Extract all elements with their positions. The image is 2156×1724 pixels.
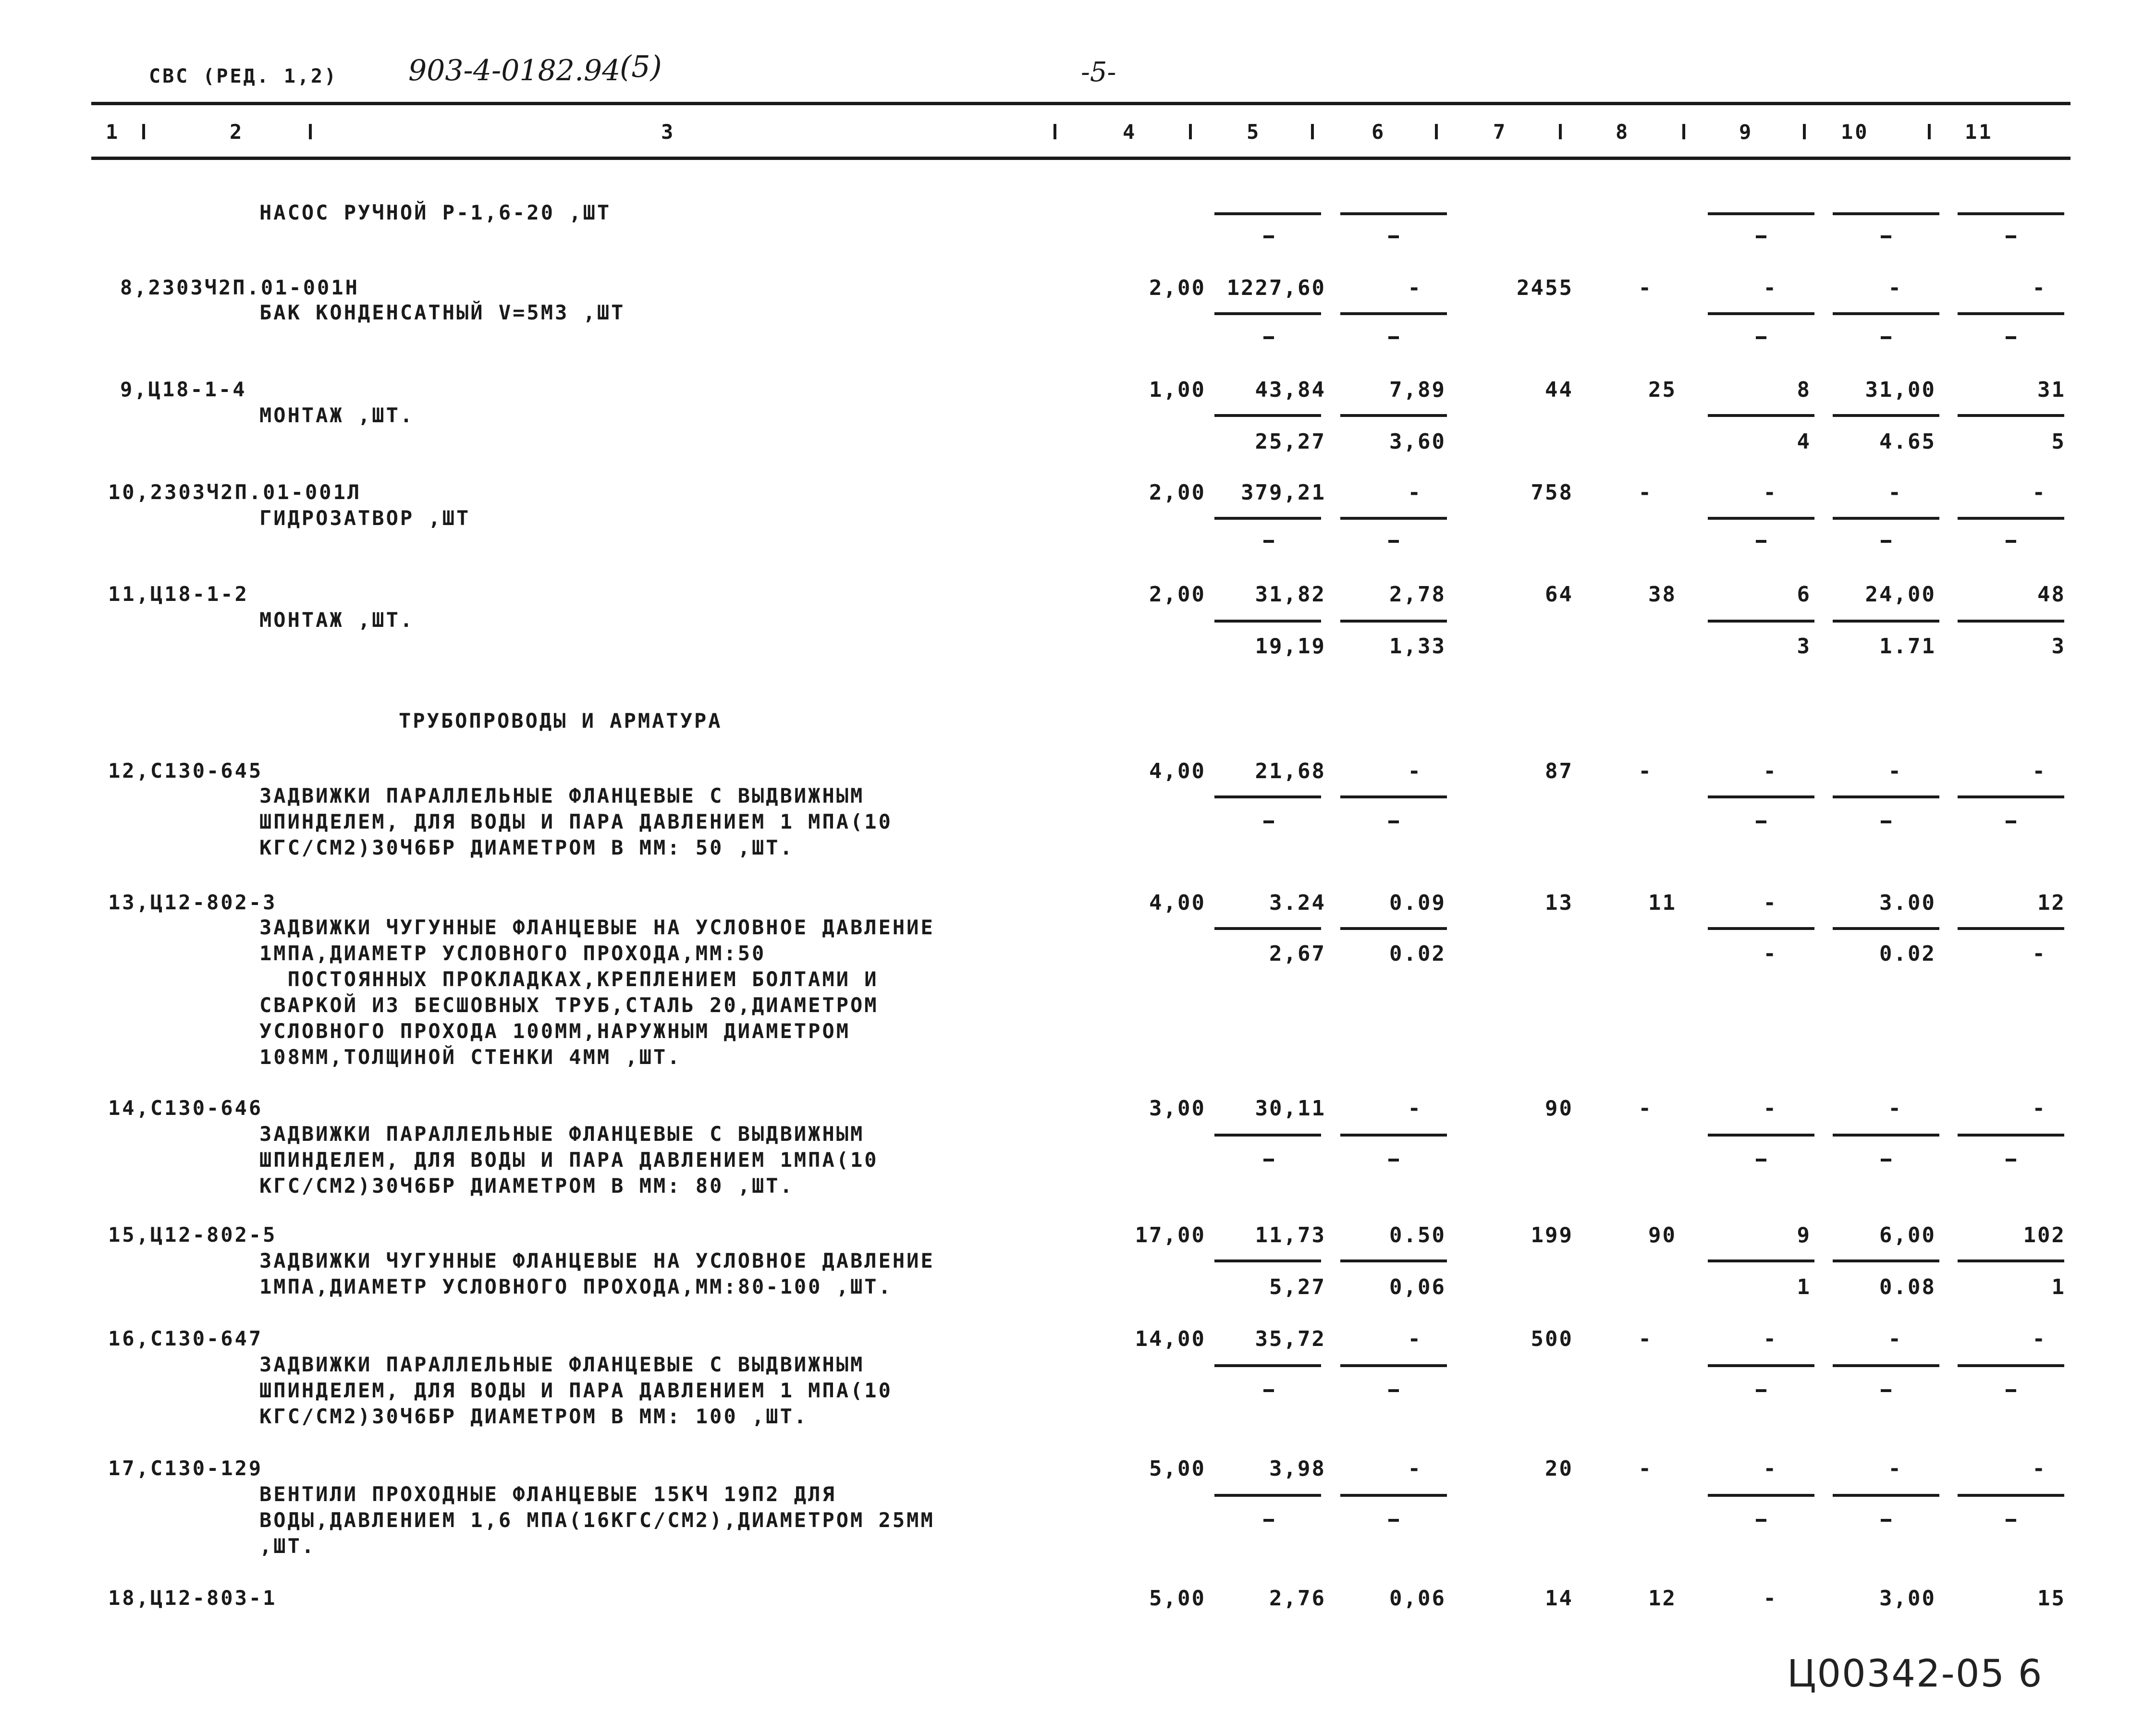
- cell-col8: 38: [1648, 582, 1677, 607]
- cell-col11: -: [2032, 276, 2046, 300]
- cell-col6: 0,06: [1389, 1586, 1446, 1611]
- col-separator: [1803, 124, 1806, 139]
- col-separator: [1054, 124, 1056, 139]
- cell-quantity: 4,00: [1149, 891, 1206, 915]
- row-description: МОНТАЖ ,ШТ.: [259, 608, 415, 632]
- cell-col7: 90: [1545, 1096, 1573, 1121]
- row-description-line: КГС/СМ2)30Ч6БР ДИАМЕТРОМ В ММ: 80 ,ШТ.: [259, 1174, 794, 1198]
- row-description-line: ЗАДВИЖКИ ПАРАЛЛЕЛЬНЫЕ ФЛАНЦЕВЫЕ С ВЫДВИЖНЫМ: [259, 1353, 865, 1376]
- fraction-line: [1340, 795, 1447, 798]
- fraction-line: [1708, 1259, 1814, 1262]
- col-separator: [1189, 124, 1192, 139]
- cell-col5: 11,73: [1255, 1223, 1326, 1247]
- fraction-line: [1958, 927, 2064, 930]
- row-description-line: ЗАДВИЖКИ ПАРАЛЛЕЛЬНЫЕ ФЛАНЦЕВЫЕ С ВЫДВИЖНЫМ: [259, 1122, 865, 1146]
- cell-col5: 2,76: [1269, 1586, 1326, 1611]
- cell-col8: -: [1638, 276, 1653, 300]
- col-separator: [309, 124, 312, 139]
- fraction-line: [1833, 795, 1939, 798]
- cell-col5: 379,21: [1241, 480, 1326, 505]
- fraction-line: [1214, 414, 1321, 417]
- fraction-line: [1833, 414, 1939, 417]
- row-code: 16,С130-647: [108, 1327, 263, 1350]
- cell-quantity: 14,00: [1135, 1327, 1206, 1351]
- document-part: (5): [620, 49, 662, 84]
- empty-dash: [1388, 1519, 1399, 1522]
- fraction-line: [1833, 1259, 1939, 1262]
- fraction-line: [1833, 212, 1939, 215]
- cell-col7: 2455: [1517, 276, 1573, 300]
- empty-dash: [2006, 1389, 2016, 1392]
- cell-col10-lower: 0.02: [1879, 941, 1936, 966]
- row-description-line: КГС/СМ2)30Ч6БР ДИАМЕТРОМ В ММ: 100 ,ШТ.: [259, 1405, 808, 1428]
- empty-dash: [2006, 336, 2016, 339]
- row-description-line: ШПИНДЕЛЕМ, ДЛЯ ВОДЫ И ПАРА ДАВЛЕНИЕМ 1 МПА(10: [259, 810, 893, 833]
- cell-col8: -: [1638, 1096, 1653, 1121]
- fraction-line: [1340, 212, 1447, 215]
- fraction-line: [1214, 795, 1321, 798]
- fraction-line: [1833, 927, 1939, 930]
- fraction-line: [1340, 1494, 1447, 1497]
- cell-col5: 1227,60: [1226, 276, 1326, 300]
- empty-dash: [1263, 235, 1274, 238]
- row-code: 12,С130-645: [108, 759, 263, 783]
- row-description-line: ЗАДВИЖКИ ЧУГУННЫЕ ФЛАНЦЕВЫЕ НА УСЛОВНОЕ ДАВЛЕНИЕ: [259, 916, 935, 939]
- cell-col10: 6,00: [1879, 1223, 1936, 1247]
- cell-col6-lower: 1,33: [1389, 634, 1446, 659]
- col-header-11: 11: [1965, 120, 1993, 144]
- cell-col5-lower: 19,19: [1255, 634, 1326, 659]
- cell-col5: 35,72: [1255, 1327, 1326, 1351]
- cell-col10: -: [1888, 1456, 1902, 1481]
- fraction-line: [1958, 1364, 2064, 1367]
- header-bottom-rule: [91, 157, 2070, 160]
- fraction-line: [1958, 795, 2064, 798]
- cell-col6: -: [1408, 1456, 1422, 1481]
- cell-col9-lower: 4: [1797, 429, 1811, 454]
- col-header-8: 8: [1616, 120, 1630, 144]
- archive-stamp: Ц00342-05 6: [1787, 1652, 2043, 1696]
- col-separator: [1928, 124, 1931, 139]
- empty-dash: [1881, 1519, 1891, 1522]
- empty-dash: [1388, 1159, 1399, 1162]
- row-description: БАК КОНДЕНСАТНЫЙ V=5М3 ,ШТ: [259, 301, 625, 324]
- fraction-line: [1340, 414, 1447, 417]
- cell-col10-lower: 1.71: [1879, 634, 1936, 659]
- section-title: ТРУБОПРОВОДЫ И АРМАТУРА: [399, 709, 723, 733]
- cell-col10: -: [1888, 276, 1902, 300]
- cell-quantity: 4,00: [1149, 759, 1206, 783]
- empty-dash: [1881, 1389, 1891, 1392]
- row-description-line: КГС/СМ2)30Ч6БР ДИАМЕТРОМ В ММ: 50 ,ШТ.: [259, 836, 794, 859]
- cell-col6: 2,78: [1389, 582, 1446, 607]
- row-code: 17,С130-129: [108, 1456, 263, 1480]
- fraction-line: [1214, 620, 1321, 623]
- empty-dash: [1263, 820, 1274, 823]
- cell-col8: 25: [1648, 378, 1677, 402]
- cell-col6: -: [1408, 1096, 1422, 1121]
- fraction-line: [1708, 795, 1814, 798]
- col-header-4: 4: [1123, 120, 1137, 144]
- fraction-line: [1214, 1134, 1321, 1137]
- cell-col5: 21,68: [1255, 759, 1326, 783]
- cell-col6: 0.09: [1389, 891, 1446, 915]
- row-description-line: СВАРКОЙ ИЗ БЕСШОВНЫХ ТРУБ,СТАЛЬ 20,ДИАМЕТРОМ: [259, 993, 879, 1017]
- cell-col7: 13: [1545, 891, 1573, 915]
- cell-col6-lower: 0.02: [1389, 941, 1446, 966]
- row-code: 13,Ц12-802-3: [108, 891, 277, 914]
- cell-col9: -: [1763, 759, 1777, 783]
- row-code: 18,Ц12-803-1: [108, 1586, 277, 1610]
- row-description-line: ВОДЫ,ДАВЛЕНИЕМ 1,6 МПА(16КГС/СМ2),ДИАМЕТРОМ 25ММ: [259, 1508, 935, 1532]
- cell-col5-lower: 25,27: [1255, 429, 1326, 454]
- col-header-2: 2: [230, 120, 244, 144]
- empty-dash: [1388, 235, 1399, 238]
- cell-col9: -: [1763, 276, 1777, 300]
- row-code: 8,2303Ч2П.01-001Н: [120, 276, 359, 299]
- empty-dash: [1263, 1519, 1274, 1522]
- cell-col10: 3.00: [1879, 891, 1936, 915]
- row-description-line: УСЛОВНОГО ПРОХОДА 100ММ,НАРУЖНЫМ ДИАМЕТРОМ: [259, 1019, 851, 1043]
- cell-col9: -: [1763, 1586, 1777, 1611]
- empty-dash: [1756, 1159, 1766, 1162]
- fraction-line: [1958, 517, 2064, 520]
- fraction-line: [1214, 1494, 1321, 1497]
- page-number: -5-: [1081, 57, 1116, 88]
- cell-col9-lower: 3: [1797, 634, 1811, 659]
- cell-quantity: 1,00: [1149, 378, 1206, 402]
- fraction-line: [1340, 1134, 1447, 1137]
- cell-col8: -: [1638, 1327, 1653, 1351]
- empty-dash: [1263, 540, 1274, 543]
- cell-col10: -: [1888, 759, 1902, 783]
- fraction-line: [1708, 620, 1814, 623]
- fraction-line: [1833, 312, 1939, 315]
- fraction-line: [1340, 312, 1447, 315]
- cell-col8: 11: [1648, 891, 1677, 915]
- fraction-line: [1958, 212, 2064, 215]
- row-code: 9,Ц18-1-4: [120, 378, 247, 401]
- fraction-line: [1214, 212, 1321, 215]
- cell-col8: 90: [1648, 1223, 1677, 1247]
- col-header-1: 1: [106, 120, 120, 144]
- col-separator: [142, 124, 145, 139]
- cell-col5: 43,84: [1255, 378, 1326, 402]
- empty-dash: [1881, 235, 1891, 238]
- cell-col7: 500: [1531, 1327, 1573, 1351]
- empty-dash: [2006, 540, 2016, 543]
- cell-col8: 12: [1648, 1586, 1677, 1611]
- cell-col6: -: [1408, 276, 1422, 300]
- cell-col9: -: [1763, 1096, 1777, 1121]
- cell-col7: 44: [1545, 378, 1573, 402]
- empty-dash: [1388, 540, 1399, 543]
- fraction-line: [1214, 1364, 1321, 1367]
- cell-col7: 14: [1545, 1586, 1573, 1611]
- cell-col11-lower: 3: [2051, 634, 2066, 659]
- fraction-line: [1833, 620, 1939, 623]
- cell-col9-lower: -: [1763, 941, 1777, 966]
- cell-col10: 3,00: [1879, 1586, 1936, 1611]
- fraction-line: [1214, 1259, 1321, 1262]
- cell-col9-lower: 1: [1797, 1275, 1811, 1299]
- cell-col9: 9: [1797, 1223, 1811, 1247]
- fraction-line: [1340, 517, 1447, 520]
- fraction-line: [1958, 1134, 2064, 1137]
- empty-dash: [1263, 1159, 1274, 1162]
- cell-col9: -: [1763, 891, 1777, 915]
- cell-col11: 31: [2037, 378, 2066, 402]
- row-description-line: ЗАДВИЖКИ ЧУГУННЫЕ ФЛАНЦЕВЫЕ НА УСЛОВНОЕ ДАВЛЕНИЕ: [259, 1249, 935, 1272]
- row-description-line: 1МПА,ДИАМЕТР УСЛОВНОГО ПРОХОДА,ММ:80-100 ,ШТ.: [259, 1275, 893, 1298]
- fraction-line: [1708, 414, 1814, 417]
- fraction-line: [1708, 1494, 1814, 1497]
- row-description-line: ,ШТ.: [259, 1534, 316, 1558]
- col-separator: [1682, 124, 1685, 139]
- cell-col10: 31,00: [1865, 378, 1936, 402]
- cell-col8: -: [1638, 759, 1653, 783]
- cell-col9: 8: [1797, 378, 1811, 402]
- cell-col6: 7,89: [1389, 378, 1446, 402]
- fraction-line: [1958, 312, 2064, 315]
- cell-col8: -: [1638, 480, 1653, 505]
- cell-col11: 15: [2037, 1586, 2066, 1611]
- cell-col10: -: [1888, 480, 1902, 505]
- fraction-line: [1833, 1364, 1939, 1367]
- fraction-line: [1340, 1364, 1447, 1367]
- empty-dash: [1881, 1159, 1891, 1162]
- cell-quantity: 2,00: [1149, 582, 1206, 607]
- fraction-line: [1708, 212, 1814, 215]
- col-header-5: 5: [1247, 120, 1261, 144]
- col-separator: [1435, 124, 1438, 139]
- cell-col11: -: [2032, 480, 2046, 505]
- fraction-line: [1958, 1259, 2064, 1262]
- cell-col7: 64: [1545, 582, 1573, 607]
- row-description-line: 108ММ,ТОЛЩИНОЙ СТЕНКИ 4ММ ,ШТ.: [259, 1045, 682, 1069]
- fraction-line: [1708, 1134, 1814, 1137]
- empty-dash: [1263, 1389, 1274, 1392]
- row-description-line: ШПИНДЕЛЕМ, ДЛЯ ВОДЫ И ПАРА ДАВЛЕНИЕМ 1МПА(10: [259, 1148, 879, 1172]
- cell-col11-lower: 5: [2051, 429, 2066, 454]
- fraction-line: [1214, 927, 1321, 930]
- empty-dash: [1756, 1389, 1766, 1392]
- empty-dash: [2006, 1159, 2016, 1162]
- cell-col9: -: [1763, 480, 1777, 505]
- cell-col11: 48: [2037, 582, 2066, 607]
- cell-col7: 758: [1531, 480, 1573, 505]
- cell-col11-lower: -: [2032, 941, 2046, 966]
- row-description-line: ПОСТОЯННЫХ ПРОКЛАДКАХ,КРЕПЛЕНИЕМ БОЛТАМИ И: [259, 967, 879, 991]
- cell-col7: 199: [1531, 1223, 1573, 1247]
- row-code: 11,Ц18-1-2: [108, 582, 249, 606]
- row-description-line: 1МПА,ДИАМЕТР УСЛОВНОГО ПРОХОДА,ММ:50: [259, 941, 766, 965]
- empty-dash: [1756, 235, 1766, 238]
- row-code: 10,2303Ч2П.01-001Л: [108, 480, 362, 504]
- cell-col10: -: [1888, 1096, 1902, 1121]
- fraction-line: [1958, 414, 2064, 417]
- fraction-line: [1340, 1259, 1447, 1262]
- cell-quantity: 5,00: [1149, 1586, 1206, 1611]
- cell-col11: -: [2032, 1456, 2046, 1481]
- document-number: 903-4-0182.94: [408, 54, 621, 87]
- empty-dash: [1756, 820, 1766, 823]
- empty-dash: [1881, 540, 1891, 543]
- cell-col11: -: [2032, 759, 2046, 783]
- empty-dash: [1756, 1519, 1766, 1522]
- cell-col9: 6: [1797, 582, 1811, 607]
- empty-dash: [1756, 336, 1766, 339]
- col-header-9: 9: [1739, 120, 1753, 144]
- col-separator: [1311, 124, 1314, 139]
- empty-dash: [2006, 820, 2016, 823]
- row-description: ГИДРОЗАТВОР ,ШТ: [259, 506, 471, 530]
- cell-col6-lower: 0,06: [1389, 1275, 1446, 1299]
- row-description-line: ВЕНТИЛИ ПРОХОДНЫЕ ФЛАНЦЕВЫЕ 15КЧ 19П2 ДЛЯ: [259, 1482, 836, 1506]
- row-description-line: ШПИНДЕЛЕМ, ДЛЯ ВОДЫ И ПАРА ДАВЛЕНИЕМ 1 МПА(10: [259, 1379, 893, 1402]
- cell-col5-lower: 2,67: [1269, 941, 1326, 966]
- fraction-line: [1340, 927, 1447, 930]
- cell-col9: -: [1763, 1456, 1777, 1481]
- empty-dash: [2006, 1519, 2016, 1522]
- cell-col10: 24,00: [1865, 582, 1936, 607]
- cell-quantity: 17,00: [1135, 1223, 1206, 1247]
- document-code: СВС (РЕД. 1,2): [149, 65, 338, 87]
- cell-col10: -: [1888, 1327, 1902, 1351]
- cell-quantity: 2,00: [1149, 480, 1206, 505]
- cell-col6: 0.50: [1389, 1223, 1446, 1247]
- cell-col8: -: [1638, 1456, 1653, 1481]
- empty-dash: [1881, 820, 1891, 823]
- cell-col5-lower: 5,27: [1269, 1275, 1326, 1299]
- fraction-line: [1708, 927, 1814, 930]
- row-code: 14,С130-646: [108, 1096, 263, 1120]
- cell-col11: -: [2032, 1096, 2046, 1121]
- cell-col6-lower: 3,60: [1389, 429, 1446, 454]
- cell-col7: 87: [1545, 759, 1573, 783]
- cell-quantity: 3,00: [1149, 1096, 1206, 1121]
- col-header-10: 10: [1841, 120, 1869, 144]
- header-top-rule: [91, 102, 2070, 105]
- empty-dash: [1388, 336, 1399, 339]
- fraction-line: [1833, 517, 1939, 520]
- fraction-line: [1708, 1364, 1814, 1367]
- cell-col10-lower: 0.08: [1879, 1275, 1936, 1299]
- empty-dash: [1388, 1389, 1399, 1392]
- fraction-line: [1958, 620, 2064, 623]
- cell-col11: 102: [2023, 1223, 2066, 1247]
- cell-col10-lower: 4.65: [1879, 429, 1936, 454]
- row-description: МОНТАЖ ,ШТ.: [259, 403, 415, 427]
- empty-dash: [1756, 540, 1766, 543]
- cell-col5: 3,98: [1269, 1456, 1326, 1481]
- cell-col5: 31,82: [1255, 582, 1326, 607]
- row-description-line: ЗАДВИЖКИ ПАРАЛЛЕЛЬНЫЕ ФЛАНЦЕВЫЕ С ВЫДВИЖНЫМ: [259, 784, 865, 807]
- cell-quantity: 2,00: [1149, 276, 1206, 300]
- cell-col6: -: [1408, 759, 1422, 783]
- fraction-line: [1340, 620, 1447, 623]
- cell-col9: -: [1763, 1327, 1777, 1351]
- empty-dash: [1388, 820, 1399, 823]
- cell-col11: -: [2032, 1327, 2046, 1351]
- cell-col6: -: [1408, 1327, 1422, 1351]
- fraction-line: [1833, 1494, 1939, 1497]
- fraction-line: [1214, 312, 1321, 315]
- cell-col11-lower: 1: [2051, 1275, 2066, 1299]
- col-header-3: 3: [661, 120, 675, 144]
- empty-dash: [1881, 336, 1891, 339]
- fraction-line: [1708, 312, 1814, 315]
- col-separator: [1559, 124, 1562, 139]
- fraction-line: [1833, 1134, 1939, 1137]
- cell-col11: 12: [2037, 891, 2066, 915]
- col-header-6: 6: [1372, 120, 1386, 144]
- fraction-line: [1214, 517, 1321, 520]
- fraction-line: [1958, 1494, 2064, 1497]
- row-description: НАСОС РУЧНОЙ Р-1,6-20 ,ШТ: [259, 201, 612, 224]
- cell-col5: 30,11: [1255, 1096, 1326, 1121]
- cell-quantity: 5,00: [1149, 1456, 1206, 1481]
- cell-col5: 3.24: [1269, 891, 1326, 915]
- fraction-line: [1708, 517, 1814, 520]
- row-code: 15,Ц12-802-5: [108, 1223, 277, 1247]
- cell-col6: -: [1408, 480, 1422, 505]
- cell-col7: 20: [1545, 1456, 1573, 1481]
- col-header-7: 7: [1493, 120, 1507, 144]
- empty-dash: [2006, 235, 2016, 238]
- empty-dash: [1263, 336, 1274, 339]
